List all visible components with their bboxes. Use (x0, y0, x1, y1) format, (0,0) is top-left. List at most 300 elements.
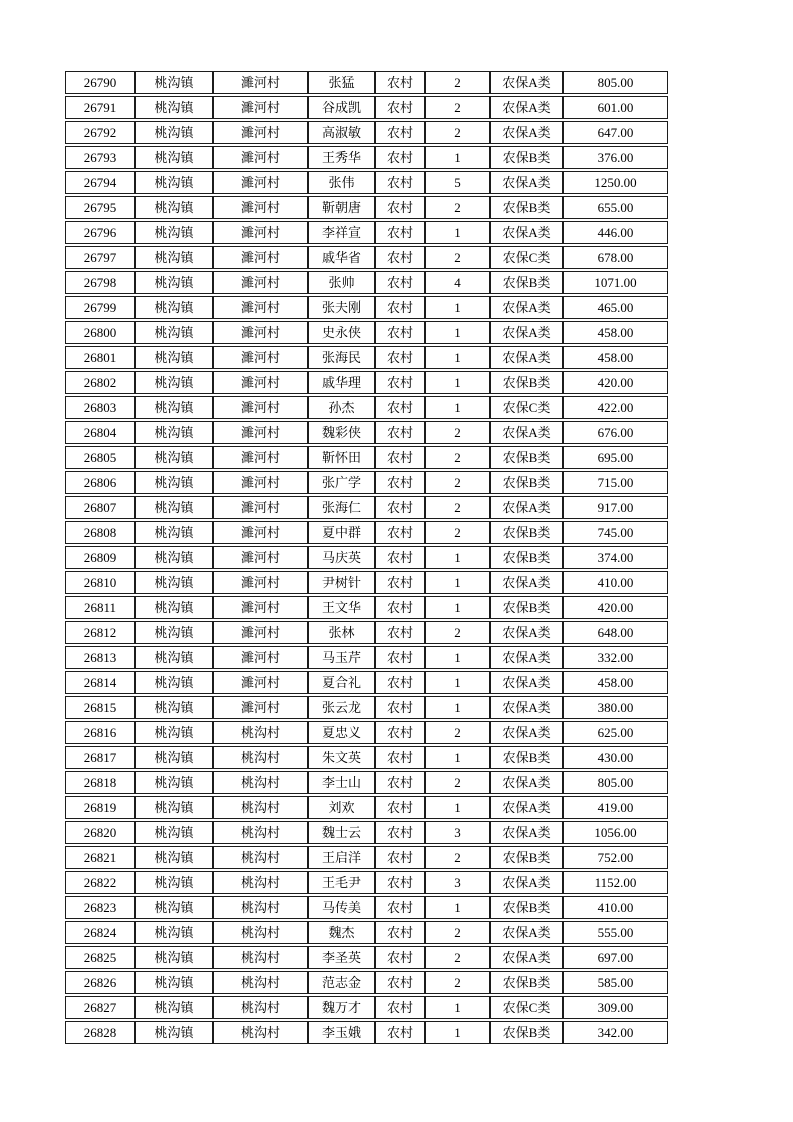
cell-insurance-category: 农保A类 (490, 121, 563, 144)
cell-village: 濉河村 (213, 96, 308, 119)
cell-insurance-category: 农保A类 (490, 871, 563, 894)
cell-person-name: 李祥宣 (308, 221, 375, 244)
cell-village: 濉河村 (213, 371, 308, 394)
cell-amount: 419.00 (563, 796, 668, 819)
cell-amount: 458.00 (563, 346, 668, 369)
cell-village: 濉河村 (213, 596, 308, 619)
cell-village: 濉河村 (213, 321, 308, 344)
cell-household-count: 1 (425, 1021, 490, 1044)
cell-amount: 917.00 (563, 496, 668, 519)
table-row (65, 846, 668, 869)
cell-town: 桃沟镇 (135, 96, 213, 119)
cell-town: 桃沟镇 (135, 821, 213, 844)
cell-person-name: 李玉娥 (308, 1021, 375, 1044)
cell-insurance-category: 农保A类 (490, 421, 563, 444)
cell-id: 26827 (65, 996, 135, 1019)
cell-person-name: 史永侠 (308, 321, 375, 344)
cell-id: 26808 (65, 521, 135, 544)
cell-household-count: 4 (425, 271, 490, 294)
cell-amount: 1250.00 (563, 171, 668, 194)
cell-household-count: 2 (425, 771, 490, 794)
cell-village: 桃沟村 (213, 946, 308, 969)
table-row (65, 1021, 668, 1044)
cell-person-name: 戚华省 (308, 246, 375, 269)
cell-residence-type: 农村 (375, 396, 425, 419)
cell-insurance-category: 农保B类 (490, 896, 563, 919)
cell-household-count: 2 (425, 121, 490, 144)
cell-amount: 380.00 (563, 696, 668, 719)
cell-village: 桃沟村 (213, 996, 308, 1019)
cell-village: 桃沟村 (213, 721, 308, 744)
cell-village: 濉河村 (213, 571, 308, 594)
cell-household-count: 2 (425, 721, 490, 744)
table-row (65, 321, 668, 344)
cell-id: 26818 (65, 771, 135, 794)
cell-village: 濉河村 (213, 646, 308, 669)
cell-village: 濉河村 (213, 121, 308, 144)
cell-insurance-category: 农保A类 (490, 771, 563, 794)
cell-household-count: 1 (425, 546, 490, 569)
cell-village: 濉河村 (213, 296, 308, 319)
cell-residence-type: 农村 (375, 596, 425, 619)
cell-residence-type: 农村 (375, 546, 425, 569)
cell-id: 26798 (65, 271, 135, 294)
cell-village: 濉河村 (213, 71, 308, 94)
table-row (65, 196, 668, 219)
cell-household-count: 1 (425, 796, 490, 819)
cell-id: 26823 (65, 896, 135, 919)
cell-person-name: 靳怀田 (308, 446, 375, 469)
cell-insurance-category: 农保A类 (490, 296, 563, 319)
cell-amount: 805.00 (563, 771, 668, 794)
cell-amount: 332.00 (563, 646, 668, 669)
table-row (65, 496, 668, 519)
table-row (65, 546, 668, 569)
cell-household-count: 2 (425, 621, 490, 644)
cell-residence-type: 农村 (375, 421, 425, 444)
cell-household-count: 1 (425, 896, 490, 919)
cell-insurance-category: 农保A类 (490, 321, 563, 344)
table-row (65, 396, 668, 419)
cell-town: 桃沟镇 (135, 896, 213, 919)
cell-household-count: 3 (425, 871, 490, 894)
cell-amount: 342.00 (563, 1021, 668, 1044)
table-row (65, 996, 668, 1019)
cell-household-count: 1 (425, 221, 490, 244)
cell-id: 26813 (65, 646, 135, 669)
cell-town: 桃沟镇 (135, 671, 213, 694)
cell-id: 26809 (65, 546, 135, 569)
cell-id: 26802 (65, 371, 135, 394)
cell-village: 濉河村 (213, 521, 308, 544)
cell-residence-type: 农村 (375, 646, 425, 669)
cell-town: 桃沟镇 (135, 946, 213, 969)
cell-residence-type: 农村 (375, 771, 425, 794)
cell-residence-type: 农村 (375, 496, 425, 519)
cell-amount: 697.00 (563, 946, 668, 969)
cell-id: 26794 (65, 171, 135, 194)
cell-amount: 676.00 (563, 421, 668, 444)
cell-village: 濉河村 (213, 396, 308, 419)
cell-id: 26807 (65, 496, 135, 519)
cell-town: 桃沟镇 (135, 521, 213, 544)
cell-household-count: 2 (425, 71, 490, 94)
cell-insurance-category: 农保B类 (490, 846, 563, 869)
cell-residence-type: 农村 (375, 721, 425, 744)
cell-person-name: 孙杰 (308, 396, 375, 419)
cell-amount: 422.00 (563, 396, 668, 419)
cell-amount: 410.00 (563, 896, 668, 919)
cell-person-name: 马庆英 (308, 546, 375, 569)
cell-id: 26803 (65, 396, 135, 419)
cell-residence-type: 农村 (375, 846, 425, 869)
cell-residence-type: 农村 (375, 446, 425, 469)
cell-residence-type: 农村 (375, 571, 425, 594)
cell-id: 26811 (65, 596, 135, 619)
cell-insurance-category: 农保A类 (490, 571, 563, 594)
cell-residence-type: 农村 (375, 321, 425, 344)
cell-village: 桃沟村 (213, 796, 308, 819)
cell-village: 濉河村 (213, 496, 308, 519)
cell-insurance-category: 农保B类 (490, 596, 563, 619)
cell-town: 桃沟镇 (135, 796, 213, 819)
cell-household-count: 5 (425, 171, 490, 194)
cell-person-name: 夏中群 (308, 521, 375, 544)
cell-insurance-category: 农保B类 (490, 446, 563, 469)
cell-amount: 410.00 (563, 571, 668, 594)
cell-amount: 376.00 (563, 146, 668, 169)
table-row (65, 621, 668, 644)
cell-person-name: 张海仁 (308, 496, 375, 519)
cell-id: 26822 (65, 871, 135, 894)
cell-residence-type: 农村 (375, 146, 425, 169)
cell-person-name: 王秀华 (308, 146, 375, 169)
cell-insurance-category: 农保B类 (490, 746, 563, 769)
cell-household-count: 2 (425, 946, 490, 969)
cell-id: 26806 (65, 471, 135, 494)
cell-amount: 465.00 (563, 296, 668, 319)
cell-amount: 625.00 (563, 721, 668, 744)
cell-household-count: 1 (425, 646, 490, 669)
cell-village: 桃沟村 (213, 896, 308, 919)
cell-person-name: 靳朝唐 (308, 196, 375, 219)
cell-insurance-category: 农保A类 (490, 496, 563, 519)
cell-amount: 752.00 (563, 846, 668, 869)
cell-amount: 430.00 (563, 746, 668, 769)
cell-town: 桃沟镇 (135, 171, 213, 194)
cell-id: 26820 (65, 821, 135, 844)
cell-person-name: 张广学 (308, 471, 375, 494)
cell-village: 濉河村 (213, 346, 308, 369)
cell-residence-type: 农村 (375, 796, 425, 819)
cell-residence-type: 农村 (375, 471, 425, 494)
cell-insurance-category: 农保B类 (490, 196, 563, 219)
cell-village: 桃沟村 (213, 921, 308, 944)
cell-person-name: 张猛 (308, 71, 375, 94)
cell-amount: 458.00 (563, 321, 668, 344)
cell-village: 桃沟村 (213, 821, 308, 844)
cell-residence-type: 农村 (375, 921, 425, 944)
cell-amount: 715.00 (563, 471, 668, 494)
cell-residence-type: 农村 (375, 271, 425, 294)
cell-village: 濉河村 (213, 471, 308, 494)
cell-village: 桃沟村 (213, 771, 308, 794)
cell-person-name: 高淑敏 (308, 121, 375, 144)
cell-town: 桃沟镇 (135, 871, 213, 894)
cell-village: 濉河村 (213, 271, 308, 294)
cell-id: 26801 (65, 346, 135, 369)
table-row (65, 771, 668, 794)
cell-residence-type: 农村 (375, 1021, 425, 1044)
table-row (65, 596, 668, 619)
cell-id: 26819 (65, 796, 135, 819)
cell-household-count: 3 (425, 821, 490, 844)
cell-insurance-category: 农保B类 (490, 471, 563, 494)
cell-town: 桃沟镇 (135, 771, 213, 794)
cell-town: 桃沟镇 (135, 721, 213, 744)
cell-household-count: 1 (425, 296, 490, 319)
cell-town: 桃沟镇 (135, 496, 213, 519)
cell-id: 26821 (65, 846, 135, 869)
cell-residence-type: 农村 (375, 746, 425, 769)
cell-person-name: 张帅 (308, 271, 375, 294)
table-row (65, 946, 668, 969)
cell-amount: 1152.00 (563, 871, 668, 894)
cell-insurance-category: 农保A类 (490, 796, 563, 819)
cell-town: 桃沟镇 (135, 546, 213, 569)
cell-id: 26800 (65, 321, 135, 344)
cell-residence-type: 农村 (375, 896, 425, 919)
cell-town: 桃沟镇 (135, 221, 213, 244)
cell-residence-type: 农村 (375, 196, 425, 219)
cell-household-count: 2 (425, 496, 490, 519)
cell-person-name: 谷成凯 (308, 96, 375, 119)
cell-amount: 655.00 (563, 196, 668, 219)
cell-town: 桃沟镇 (135, 746, 213, 769)
table-row (65, 921, 668, 944)
cell-household-count: 2 (425, 521, 490, 544)
cell-residence-type: 农村 (375, 996, 425, 1019)
cell-insurance-category: 农保C类 (490, 996, 563, 1019)
table-row (65, 96, 668, 119)
cell-residence-type: 农村 (375, 671, 425, 694)
cell-household-count: 2 (425, 246, 490, 269)
cell-insurance-category: 农保B类 (490, 371, 563, 394)
cell-household-count: 2 (425, 421, 490, 444)
cell-insurance-category: 农保A类 (490, 721, 563, 744)
cell-person-name: 马传美 (308, 896, 375, 919)
cell-amount: 745.00 (563, 521, 668, 544)
cell-id: 26790 (65, 71, 135, 94)
cell-insurance-category: 农保C类 (490, 396, 563, 419)
cell-household-count: 1 (425, 746, 490, 769)
cell-id: 26796 (65, 221, 135, 244)
cell-household-count: 2 (425, 971, 490, 994)
cell-household-count: 1 (425, 321, 490, 344)
cell-town: 桃沟镇 (135, 471, 213, 494)
cell-town: 桃沟镇 (135, 271, 213, 294)
cell-village: 濉河村 (213, 246, 308, 269)
cell-residence-type: 农村 (375, 71, 425, 94)
table-row (65, 271, 668, 294)
table-row (65, 371, 668, 394)
table-row (65, 471, 668, 494)
cell-insurance-category: 农保B类 (490, 271, 563, 294)
cell-person-name: 王启洋 (308, 846, 375, 869)
cell-town: 桃沟镇 (135, 696, 213, 719)
cell-household-count: 1 (425, 596, 490, 619)
cell-person-name: 王文华 (308, 596, 375, 619)
cell-residence-type: 农村 (375, 696, 425, 719)
cell-amount: 648.00 (563, 621, 668, 644)
cell-person-name: 王毛尹 (308, 871, 375, 894)
table-row (65, 671, 668, 694)
table-body (65, 71, 668, 1044)
cell-town: 桃沟镇 (135, 846, 213, 869)
cell-town: 桃沟镇 (135, 371, 213, 394)
cell-id: 26792 (65, 121, 135, 144)
cell-household-count: 1 (425, 346, 490, 369)
cell-amount: 420.00 (563, 371, 668, 394)
cell-village: 濉河村 (213, 171, 308, 194)
cell-village: 濉河村 (213, 446, 308, 469)
table-row (65, 746, 668, 769)
cell-residence-type: 农村 (375, 346, 425, 369)
table-row (65, 246, 668, 269)
cell-town: 桃沟镇 (135, 146, 213, 169)
table-row (65, 721, 668, 744)
cell-village: 濉河村 (213, 221, 308, 244)
cell-id: 26804 (65, 421, 135, 444)
table-row (65, 146, 668, 169)
cell-insurance-category: 农保A类 (490, 71, 563, 94)
table-row (65, 121, 668, 144)
cell-person-name: 魏万才 (308, 996, 375, 1019)
table-row (65, 346, 668, 369)
cell-village: 濉河村 (213, 146, 308, 169)
cell-village: 濉河村 (213, 196, 308, 219)
cell-person-name: 李圣英 (308, 946, 375, 969)
cell-insurance-category: 农保A类 (490, 621, 563, 644)
cell-household-count: 1 (425, 671, 490, 694)
cell-person-name: 朱文英 (308, 746, 375, 769)
cell-insurance-category: 农保A类 (490, 96, 563, 119)
cell-person-name: 张云龙 (308, 696, 375, 719)
cell-village: 桃沟村 (213, 1021, 308, 1044)
table-row (65, 646, 668, 669)
table-row (65, 571, 668, 594)
cell-id: 26810 (65, 571, 135, 594)
cell-person-name: 戚华理 (308, 371, 375, 394)
cell-person-name: 夏合礼 (308, 671, 375, 694)
cell-household-count: 1 (425, 146, 490, 169)
cell-amount: 458.00 (563, 671, 668, 694)
cell-village: 桃沟村 (213, 846, 308, 869)
cell-residence-type: 农村 (375, 121, 425, 144)
cell-insurance-category: 农保A类 (490, 671, 563, 694)
cell-residence-type: 农村 (375, 171, 425, 194)
table-row (65, 221, 668, 244)
table-row (65, 446, 668, 469)
cell-town: 桃沟镇 (135, 571, 213, 594)
cell-insurance-category: 农保B类 (490, 146, 563, 169)
table-row (65, 796, 668, 819)
table-row (65, 521, 668, 544)
cell-residence-type: 农村 (375, 221, 425, 244)
cell-id: 26825 (65, 946, 135, 969)
cell-household-count: 2 (425, 96, 490, 119)
cell-village: 濉河村 (213, 546, 308, 569)
cell-amount: 420.00 (563, 596, 668, 619)
table-row (65, 696, 668, 719)
cell-amount: 585.00 (563, 971, 668, 994)
cell-village: 濉河村 (213, 696, 308, 719)
cell-insurance-category: 农保A类 (490, 171, 563, 194)
cell-id: 26815 (65, 696, 135, 719)
cell-town: 桃沟镇 (135, 646, 213, 669)
cell-person-name: 尹树针 (308, 571, 375, 594)
cell-person-name: 魏彩侠 (308, 421, 375, 444)
table-row (65, 296, 668, 319)
cell-village: 桃沟村 (213, 971, 308, 994)
cell-town: 桃沟镇 (135, 246, 213, 269)
cell-village: 桃沟村 (213, 871, 308, 894)
cell-town: 桃沟镇 (135, 196, 213, 219)
cell-insurance-category: 农保A类 (490, 821, 563, 844)
cell-id: 26826 (65, 971, 135, 994)
cell-insurance-category: 农保A类 (490, 921, 563, 944)
cell-person-name: 魏杰 (308, 921, 375, 944)
cell-town: 桃沟镇 (135, 1021, 213, 1044)
cell-residence-type: 农村 (375, 371, 425, 394)
cell-town: 桃沟镇 (135, 446, 213, 469)
cell-amount: 555.00 (563, 921, 668, 944)
cell-insurance-category: 农保A类 (490, 646, 563, 669)
table-row (65, 71, 668, 94)
table-row (65, 871, 668, 894)
cell-household-count: 2 (425, 921, 490, 944)
cell-insurance-category: 农保C类 (490, 246, 563, 269)
cell-insurance-category: 农保B类 (490, 546, 563, 569)
cell-person-name: 夏忠义 (308, 721, 375, 744)
cell-insurance-category: 农保A类 (490, 346, 563, 369)
cell-amount: 1056.00 (563, 821, 668, 844)
cell-town: 桃沟镇 (135, 71, 213, 94)
cell-amount: 1071.00 (563, 271, 668, 294)
cell-person-name: 张海民 (308, 346, 375, 369)
cell-residence-type: 农村 (375, 296, 425, 319)
cell-person-name: 张伟 (308, 171, 375, 194)
cell-person-name: 张夫刚 (308, 296, 375, 319)
cell-household-count: 1 (425, 696, 490, 719)
cell-village: 濉河村 (213, 421, 308, 444)
cell-person-name: 张林 (308, 621, 375, 644)
insurance-payment-table (65, 69, 668, 1046)
cell-amount: 647.00 (563, 121, 668, 144)
cell-person-name: 李士山 (308, 771, 375, 794)
cell-id: 26797 (65, 246, 135, 269)
cell-amount: 374.00 (563, 546, 668, 569)
cell-amount: 678.00 (563, 246, 668, 269)
cell-household-count: 2 (425, 471, 490, 494)
cell-id: 26799 (65, 296, 135, 319)
cell-id: 26816 (65, 721, 135, 744)
cell-town: 桃沟镇 (135, 996, 213, 1019)
cell-town: 桃沟镇 (135, 321, 213, 344)
cell-id: 26814 (65, 671, 135, 694)
cell-person-name: 魏士云 (308, 821, 375, 844)
cell-village: 濉河村 (213, 671, 308, 694)
